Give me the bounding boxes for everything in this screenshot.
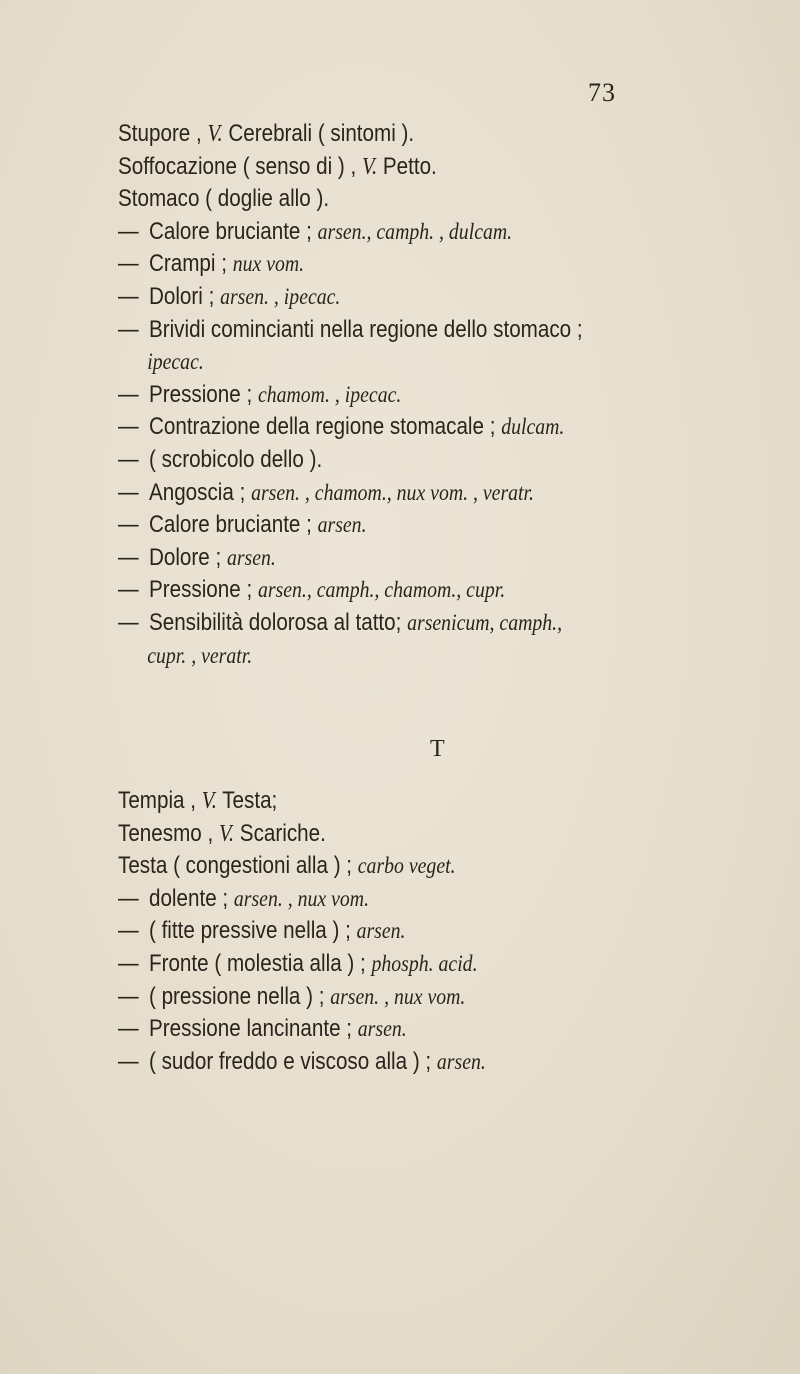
entry-remedies: arsen. bbox=[356, 918, 406, 944]
see-reference: V. bbox=[361, 153, 378, 180]
entry-text: Fronte ( molestia alla ) ; bbox=[148, 949, 372, 977]
entry-dash: — bbox=[118, 543, 139, 571]
index-entry bbox=[118, 850, 694, 883]
index-entry bbox=[118, 346, 694, 379]
entry-text: ( pressione nella ) ; bbox=[148, 982, 331, 1010]
entry-dash: — bbox=[118, 608, 139, 636]
index-entry bbox=[118, 118, 694, 151]
index-entry bbox=[118, 948, 694, 981]
index-entry bbox=[118, 411, 694, 444]
index-entries-block-1 bbox=[118, 118, 788, 672]
entry-text: Pressione lancinante ; bbox=[148, 1015, 358, 1043]
index-entry bbox=[118, 574, 694, 607]
entry-dash: — bbox=[118, 380, 139, 408]
entry-remedies: phosph. acid. bbox=[371, 950, 478, 976]
entry-remedies: arsen. , ipecac. bbox=[220, 283, 341, 309]
entry-remedies: ipecac. bbox=[147, 349, 204, 375]
entry-text: Dolori ; bbox=[148, 282, 221, 310]
entry-reference-target: Cerebrali ( sintomi ). bbox=[222, 120, 415, 147]
index-entry bbox=[118, 444, 694, 477]
index-entry bbox=[118, 883, 694, 916]
index-entry bbox=[118, 183, 694, 216]
entry-text: Dolore ; bbox=[148, 543, 227, 571]
entry-dash: — bbox=[118, 982, 139, 1010]
index-entry bbox=[118, 281, 694, 314]
index-entry bbox=[118, 477, 694, 510]
entry-remedies: arsen. , nux vom. bbox=[233, 885, 370, 911]
entry-dash: — bbox=[118, 1015, 139, 1043]
entry-dash: — bbox=[118, 282, 139, 310]
index-entry bbox=[118, 1013, 694, 1046]
entry-remedies: arsen., camph., chamom., cupr. bbox=[257, 577, 506, 603]
entry-dash: — bbox=[118, 1047, 139, 1075]
entry-text: ( fitte pressive nella ) ; bbox=[148, 917, 357, 945]
index-entry bbox=[118, 785, 694, 818]
entry-text: Calore bruciante ; bbox=[148, 217, 318, 245]
index-entry bbox=[118, 509, 694, 542]
index-entry bbox=[118, 216, 694, 249]
entry-reference-target: Petto. bbox=[377, 152, 437, 180]
index-entry bbox=[118, 248, 694, 281]
see-reference: V. bbox=[201, 788, 217, 814]
entry-remedies: arsen. bbox=[226, 544, 276, 570]
entry-dash: — bbox=[118, 576, 139, 604]
index-entry bbox=[118, 542, 694, 575]
entry-dash: — bbox=[118, 413, 139, 441]
entry-text: Stomaco ( doglie allo ). bbox=[118, 185, 330, 213]
index-entry bbox=[118, 818, 694, 851]
index-entry bbox=[118, 981, 694, 1014]
index-entry bbox=[118, 607, 694, 640]
page-number: 73 bbox=[588, 78, 616, 107]
entry-remedies: chamom. , ipecac. bbox=[257, 381, 402, 407]
entry-text: Tempia , bbox=[118, 787, 202, 814]
entry-remedies: arsen. , chamom., nux vom. , veratr. bbox=[251, 479, 534, 505]
index-entry bbox=[118, 640, 694, 673]
entry-remedies: arsen. bbox=[357, 1016, 407, 1042]
section-letter: T bbox=[430, 736, 445, 762]
entry-text: Pressione ; bbox=[148, 380, 258, 408]
entry-text: Sensibilità dolorosa al tatto; bbox=[148, 608, 408, 636]
entry-remedies: arsenicum, camph., bbox=[407, 609, 563, 635]
index-entry bbox=[118, 1046, 694, 1079]
entry-text: ( sudor freddo e viscoso alla ) ; bbox=[148, 1047, 437, 1075]
index-entry bbox=[118, 151, 694, 184]
entry-remedies: nux vom. bbox=[232, 251, 305, 277]
entry-reference-target: Testa; bbox=[216, 787, 278, 814]
entry-text: Pressione ; bbox=[148, 576, 258, 604]
entry-reference-target: Scariche. bbox=[234, 819, 326, 847]
entry-dash: — bbox=[118, 884, 139, 912]
entry-remedies: arsen., camph. , dulcam. bbox=[317, 218, 513, 244]
index-entry bbox=[118, 314, 694, 347]
entry-remedies: arsen. bbox=[436, 1048, 486, 1074]
entry-remedies: arsen. bbox=[317, 512, 367, 538]
index-entries-block-2 bbox=[118, 785, 788, 1078]
entry-text: Calore bruciante ; bbox=[148, 511, 318, 539]
entry-dash: — bbox=[118, 511, 139, 539]
entry-text: Testa ( congestioni alla ) ; bbox=[118, 852, 358, 880]
entry-dash: — bbox=[118, 949, 139, 977]
entry-text: dolente ; bbox=[148, 884, 234, 912]
entry-dash: — bbox=[118, 217, 139, 245]
entry-text: ( scrobicolo dello ). bbox=[148, 445, 323, 473]
entry-remedies: carbo veget. bbox=[357, 853, 456, 879]
entry-remedies: cupr. , veratr. bbox=[147, 642, 253, 668]
index-entry bbox=[118, 379, 694, 412]
entry-text: Contrazione della regione stomacale ; bbox=[148, 413, 502, 441]
entry-text: Tenesmo , bbox=[118, 819, 219, 847]
entry-dash: — bbox=[118, 250, 139, 278]
entry-remedies: arsen. , nux vom. bbox=[330, 983, 466, 1009]
entry-text: Brividi comincianti nella regione dello stomaco ; bbox=[148, 315, 583, 343]
entry-dash: — bbox=[118, 445, 139, 473]
see-reference: V. bbox=[207, 121, 223, 147]
entry-text: Soffocazione ( senso di ) , bbox=[118, 152, 362, 180]
entry-text: Angoscia ; bbox=[148, 478, 252, 506]
see-reference: V. bbox=[218, 820, 235, 847]
entry-text: Crampi ; bbox=[148, 250, 233, 278]
entry-remedies: dulcam. bbox=[501, 414, 565, 440]
entry-dash: — bbox=[118, 315, 139, 343]
entry-dash: — bbox=[118, 478, 139, 506]
index-entry bbox=[118, 915, 694, 948]
entry-dash: — bbox=[118, 917, 139, 945]
entry-text: Stupore , bbox=[118, 120, 208, 147]
